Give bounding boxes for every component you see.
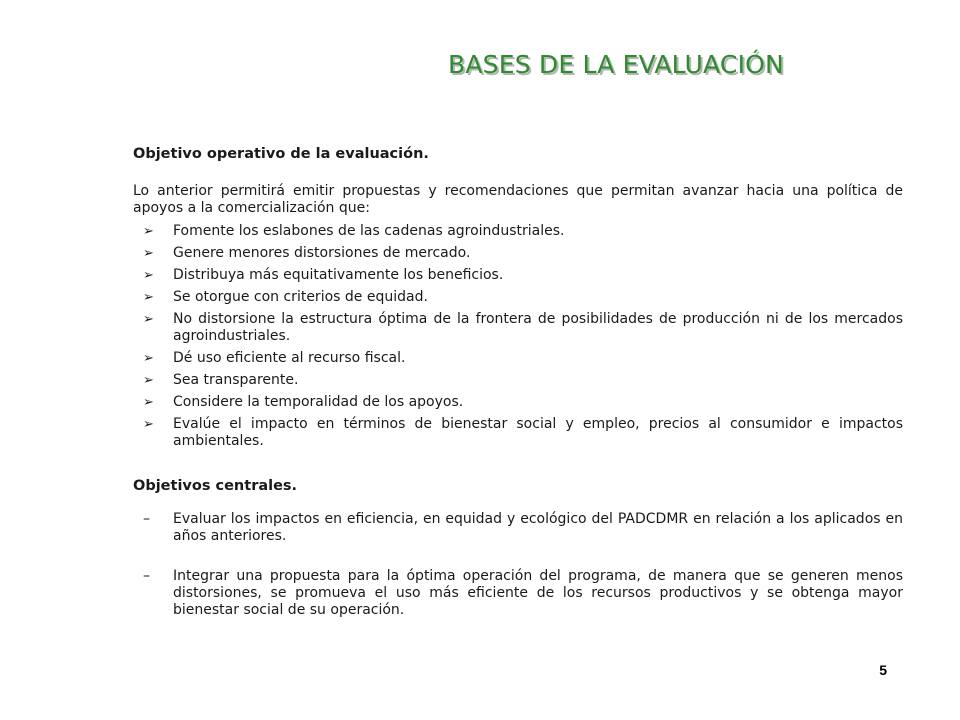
list-item: – Evaluar los impactos en eficiencia, en equidad y ecológico del PADCDMR en relación a los aplicados en años anteriores.	[143, 511, 903, 544]
slide-title: BASES DE LA EVALUACIÓN	[448, 50, 784, 79]
arrow-bullet-icon: ➢	[143, 417, 154, 432]
list-item: ➢ Sea transparente.	[143, 372, 299, 388]
list-item: ➢ Distribuya más equitativamente los beneficios.	[143, 267, 504, 283]
list-item: ➢ Dé uso eficiente al recurso fiscal.	[143, 350, 406, 366]
arrow-bullet-icon: ➢	[143, 290, 154, 305]
list-item: ➢ Evalúe el impacto en términos de bienestar social y empleo, precios al consumidor e impactos ambientales.	[143, 416, 903, 449]
list-item: – Integrar una propuesta para la óptima operación del programa, de manera que se generen menos distorsiones, se promueva el uso más eficiente de los recursos productivos y se obtenga mayor bienestar social de su operación.	[143, 568, 903, 618]
arrow-bullet-list	[133, 223, 903, 450]
list-item: ➢ Se otorgue con criterios de equidad.	[143, 289, 428, 305]
page-number: 5	[879, 662, 887, 678]
dash-bullet-list	[133, 511, 903, 619]
section-heading-centrales: Objetivos centrales.	[133, 478, 298, 494]
arrow-bullet-icon: ➢	[143, 373, 154, 388]
list-item: ➢ Fomente los eslabones de las cadenas agroindustriales.	[143, 223, 565, 239]
list-item: ➢ Genere menores distorsiones de mercado.	[143, 245, 471, 261]
intro-paragraph: Lo anterior permitirá emitir propuestas y recomendaciones que permitan avanzar hacia una política de apoyos a la comercialización que:	[133, 183, 903, 216]
arrow-bullet-icon: ➢	[143, 395, 154, 410]
arrow-bullet-icon: ➢	[143, 224, 154, 239]
dash-bullet-icon: –	[143, 568, 150, 584]
section-heading-operativo: Objetivo operativo de la evaluación.	[133, 146, 429, 162]
list-item: ➢ No distorsione la estructura óptima de la frontera de posibilidades de producción ni de los mercados agroindustriales.	[143, 311, 903, 344]
arrow-bullet-icon: ➢	[143, 246, 154, 261]
slide-content	[133, 146, 903, 642]
arrow-bullet-icon: ➢	[143, 351, 154, 366]
arrow-bullet-icon: ➢	[143, 268, 154, 283]
arrow-bullet-icon: ➢	[143, 312, 154, 327]
dash-bullet-icon: –	[143, 511, 150, 527]
list-item: ➢ Considere la temporalidad de los apoyos.	[143, 394, 464, 410]
